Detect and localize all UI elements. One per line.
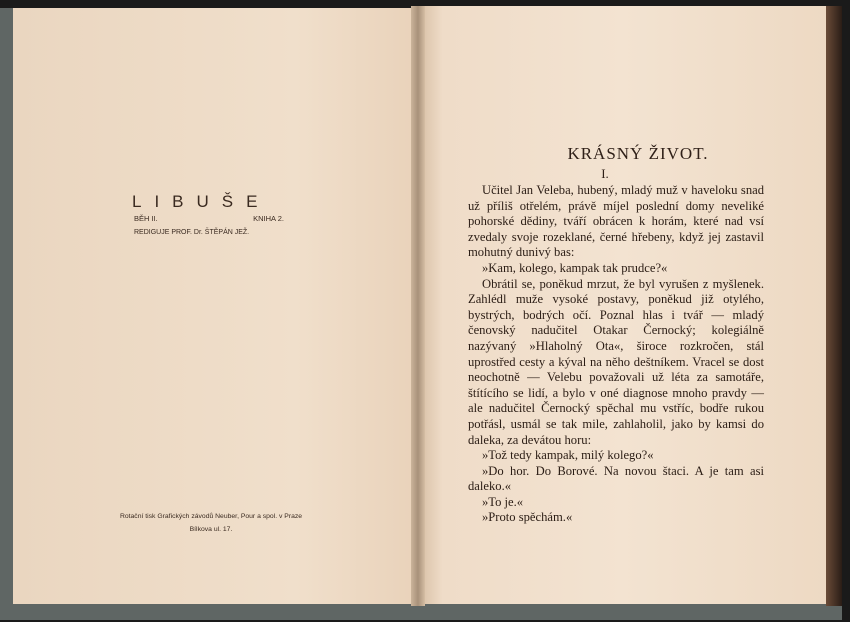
series-run: BĚH II. <box>134 214 158 223</box>
chapter-title: KRÁSNÝ ŽIVOT. <box>567 144 709 163</box>
paragraph: »To je.« <box>482 494 524 509</box>
paragraph: »Proto spěchám.« <box>482 510 573 525</box>
paragraph: Učitel Jan Veleba, hubený, mladý muž v haveloku snad už příliš otřelém, právě míjel poslední domy neveliké pohorské dědiny, tváří obrácen k horám, které nad vsí zvedaly svoje rozeklané, černé hřebeny, když jej zastavil mohutný dunivý bas: <box>468 183 764 260</box>
series-volume: KNIHA 2. <box>253 214 284 223</box>
book-gutter <box>411 6 425 606</box>
imprint-line: Rotační tisk Grafických závodů Neuber, Pour a spol. v Praze <box>119 513 303 520</box>
paragraph: Obrátil se, poněkud mrzut, že byl vyrušen z myšlenek. Zahlédl muže vysoké postavy, poněkud již otylého, bystrých, bodrých očí. Poznal hlas i tvář — mladý čenovský nadučitel Otakar Černocký; kolegiálně nazývaný »Hlaholný Ota«, široce rozkročen, stál uprostřed cesty a kýval na něho deštníkem. Vracel se dost neochotně — Velebu považovali už léta za samotáře, štítícího se lidí, a bylo v oné diagnose mnoho pravdy — ale nadučitel Černocký spěchal mu vstříc, bodře rukou potřásl, usmál se tak mile, zahlaholil, jako by kamsi do daleka, za devátou horu: <box>468 276 764 447</box>
chapter-title-wrap <box>418 144 828 164</box>
series-title: LIBUŠE <box>132 192 271 211</box>
paragraph: »Kam, kolego, kampak tak prudce?« <box>482 260 668 275</box>
series-editor: REDIGUJE PROF. Dr. ŠTĚPÁN JEŽ. <box>134 229 250 236</box>
imprint-line: Bílkova ul. 17. <box>189 526 233 533</box>
page-edge-shadow <box>826 6 842 606</box>
series-run-row <box>134 214 284 223</box>
chapter-body <box>468 183 764 526</box>
chapter-number: I. <box>601 166 609 181</box>
paragraph: »Tož tedy kampak, milý kolego?« <box>482 448 654 463</box>
printer-imprint <box>86 510 336 536</box>
paragraph: »Do hor. Do Borové. Na novou štaci. A je tam asi daleko.« <box>468 463 764 494</box>
